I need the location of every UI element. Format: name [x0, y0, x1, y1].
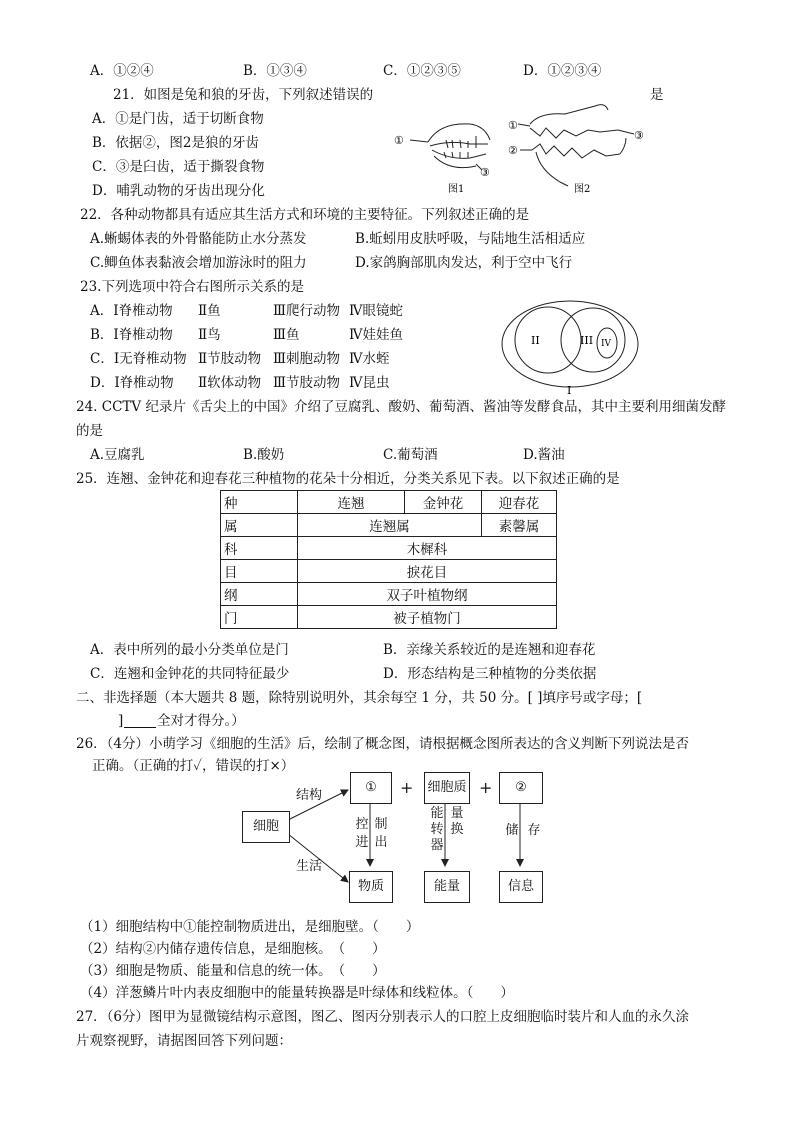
classification-table	[220, 490, 557, 629]
species-cell: 金钟花	[405, 491, 482, 514]
venn-label-iii: III	[580, 334, 594, 347]
label-structure: 结构	[296, 788, 323, 803]
section2-line2-bracket: ]	[118, 713, 124, 729]
q26-item-1: （1）细胞结构中①能控制物质进出，是细胞壁。（ ）	[80, 919, 420, 935]
q24-option-b: B.酸奶	[243, 447, 285, 463]
family-cell: 木樨科	[298, 537, 557, 560]
q23-d-3: Ⅲ节肢动物	[273, 375, 341, 391]
q21-option-c: C．③是臼齿，适于撕裂食物	[92, 159, 265, 175]
node-cytoplasm: 细胞质	[424, 772, 470, 804]
fig2-label-3: ③	[634, 129, 644, 142]
fig1-label-1: ①	[394, 134, 404, 147]
label-converter-2: 转	[430, 822, 444, 837]
venn-label-ii: II	[531, 334, 540, 347]
q22-stem: 22．各种动物都具有适应其生活方式和环境的主要特征。下列叙述正确的是	[80, 207, 530, 223]
node-matter: 物质	[349, 871, 393, 903]
node-info: 信息	[499, 871, 543, 903]
q26-item-2: （2）结构②内储存遗传信息，是细胞核。 （ ）	[80, 941, 386, 957]
q21-option-b: B．依据②，图2是狼的牙齿	[92, 135, 260, 151]
label-make-1: 制	[374, 817, 388, 832]
rank-phylum: 门	[221, 606, 298, 629]
q23-d-1: D．Ⅰ脊椎动物	[90, 375, 174, 391]
q22-option-d: D.家鸽胸部肌肉发达，利于空中飞行	[355, 255, 573, 271]
q21-stem-end: 是	[650, 87, 664, 103]
label-life: 生活	[296, 859, 323, 874]
q21-option-a: A．①是门齿，适于切断食物	[92, 111, 264, 127]
rabbit-skull	[410, 124, 490, 170]
q23-a-1: A．Ⅰ脊椎动物	[90, 303, 173, 319]
table-row	[221, 560, 557, 583]
table-row	[221, 514, 557, 537]
node-structure-1: ①	[350, 772, 392, 804]
q27-stem: 27．（6分）图甲为显微镜结构示意图，图乙、图丙分别表示人的口腔上皮细胞临时装片和人血的永久涂	[76, 1009, 690, 1025]
venn-ellipse-i	[502, 301, 638, 387]
fig1-label-3: ③	[480, 166, 490, 179]
q23-d-4: Ⅳ昆虫	[349, 375, 390, 391]
q23-b-3: Ⅲ鱼	[273, 327, 300, 343]
species-cell: 连翘	[298, 491, 405, 514]
q26-item-3: （3）细胞是物质、能量和信息的统一体。 （ ）	[80, 963, 386, 979]
label-change-1: 量	[450, 806, 464, 821]
q27-stem-2: 片观察视野，请据图回答下列问题：	[76, 1033, 292, 1049]
q23-c-1: C．Ⅰ无脊椎动物	[90, 351, 187, 367]
wolf-skull	[518, 105, 634, 186]
label-control-1: 控	[355, 817, 369, 832]
q23-stem: 23.下列选项中符合右图所示关系的是	[80, 279, 304, 295]
teeth-drawing	[390, 100, 650, 200]
rank-species: 种	[221, 491, 298, 514]
label-control-2: 进	[355, 835, 369, 850]
q26-item-4: （4）洋葱鳞片叶内表皮细胞中的能量转换器是叶绿体和线粒体。（ ）	[80, 985, 514, 1001]
q20-option-d: D．①②③④	[523, 63, 602, 79]
node-cell: 细胞	[242, 811, 290, 843]
fig2-label-1: ①	[508, 119, 518, 132]
label-converter-1: 能	[430, 806, 444, 821]
q23-b-1: B．Ⅰ脊椎动物	[90, 327, 173, 343]
table-row	[221, 491, 557, 514]
node-energy: 能量	[424, 871, 470, 903]
q20-option-c: C．①②③⑤	[383, 63, 461, 79]
genus-cell: 素馨属	[482, 514, 557, 537]
q26-stem-2: 正确。（正确的打✓，错误的打×）	[92, 758, 295, 774]
q24-stem-2: 的是	[76, 423, 103, 439]
q25-option-a: A．表中所列的最小分类单位是门	[90, 642, 289, 658]
genus-cell: 连翘属	[298, 514, 482, 537]
q24-stem: 24. CCTV 纪录片《舌尖上的中国》介绍了豆腐乳、酸奶、葡萄酒、酱油等发酵食品，其中主要利用细菌发酵	[76, 399, 726, 415]
phylum-cell: 被子植物门	[298, 606, 557, 629]
section2-blank	[124, 712, 156, 728]
q23-a-4: Ⅳ眼镜蛇	[349, 303, 403, 319]
q21-option-d: D．哺乳动物的牙齿出现分化	[92, 183, 265, 199]
label-change-2: 换	[450, 822, 464, 837]
rank-order: 目	[221, 560, 298, 583]
fig2-caption: 图2	[574, 184, 591, 195]
rank-family: 科	[221, 537, 298, 560]
table-row	[221, 583, 557, 606]
fig2-label-2: ②	[508, 144, 518, 157]
q23-c-3: Ⅲ刺胞动物	[273, 351, 341, 367]
label-store-1: 储	[505, 823, 519, 838]
q23-d-2: Ⅱ软体动物	[198, 375, 262, 391]
section2-line2: 全对才得分。）	[157, 713, 245, 729]
q25-stem: 25．连翘、金钟花和迎春花三种植物的花朵十分相近，分类关系见下表。以下叙述正确的是	[76, 471, 620, 487]
species-cell: 迎春花	[482, 491, 557, 514]
q22-option-c: C.鲫鱼体表黏液会增加游泳时的阻力	[90, 255, 307, 271]
q23-c-2: Ⅱ节肢动物	[198, 351, 262, 367]
teeth-figure	[390, 100, 650, 200]
q23-c-4: Ⅳ水蛭	[349, 351, 390, 367]
q25-option-c: C．连翘和金钟花的共同特征最少	[90, 666, 290, 682]
q20-option-b: B．①③④	[243, 63, 307, 79]
venn-diagram	[500, 298, 650, 398]
q26-stem: 26．（4分）小萌学习《细胞的生活》后，绘制了概念图，请根据概念图所表达的含义判断下列说法是否	[76, 736, 690, 752]
q22-option-b: B.蚯蚓用皮肤呼吸，与陆地生活相适应	[355, 231, 586, 247]
venn-label-i: I	[567, 384, 572, 397]
q23-b-2: Ⅱ鸟	[198, 327, 221, 343]
q22-option-a: A.蜥蜴体表的外骨骼能防止水分蒸发	[90, 231, 307, 247]
q20-option-a: A．①②④	[90, 63, 154, 79]
section2-heading: 二、非选择题（本大题共 8 题，除特别说明外，其余每空 1 分，共 50 分。[ ]填序号或字母；[	[76, 690, 643, 706]
q23-a-2: Ⅱ鱼	[198, 303, 221, 319]
label-store-2: 存	[527, 823, 541, 838]
fig1-caption: 图1	[448, 184, 465, 195]
table-row	[221, 537, 557, 560]
q23-a-3: Ⅲ爬行动物	[273, 303, 341, 319]
q25-option-b: B．亲缘关系较近的是连翘和迎春花	[383, 642, 596, 658]
node-structure-2: ②	[499, 772, 543, 804]
rank-genus: 属	[221, 514, 298, 537]
q24-option-c: C.葡萄酒	[383, 447, 438, 463]
table-row	[221, 606, 557, 629]
q23-b-4: Ⅳ娃娃鱼	[349, 327, 403, 343]
q25-option-d: D．形态结构是三种植物的分类依据	[383, 666, 597, 682]
order-cell: 捩花目	[298, 560, 557, 583]
q21-stem: 21．如图是兔和狼的牙齿，下列叙述错误的	[113, 87, 374, 103]
q24-option-d: D.酱油	[523, 447, 565, 463]
rank-class: 纲	[221, 583, 298, 606]
q24-option-a: A.豆腐乳	[90, 447, 145, 463]
class-cell: 双子叶植物纲	[298, 583, 557, 606]
plus-1: +	[400, 778, 414, 797]
label-make-2: 出	[374, 835, 388, 850]
plus-2: +	[479, 778, 493, 797]
label-converter-3: 器	[430, 838, 444, 853]
venn-label-iv: IV	[601, 339, 612, 349]
